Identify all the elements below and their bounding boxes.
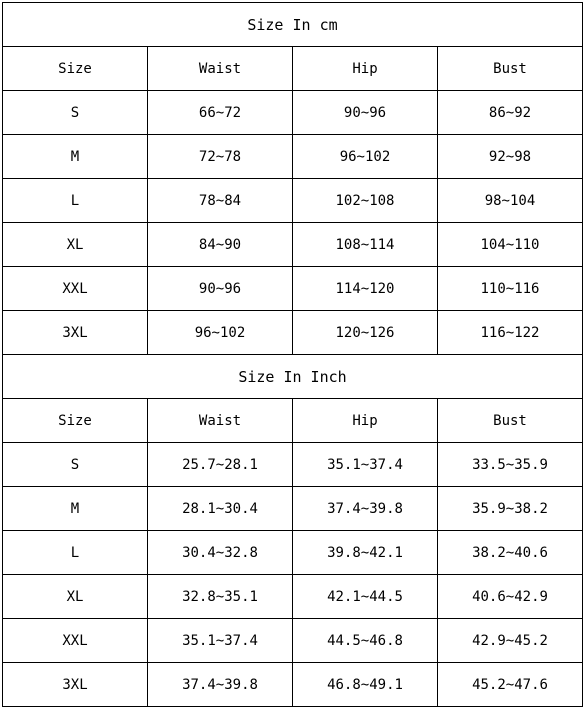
cm-section-title: Size In cm xyxy=(3,3,583,47)
cm-hip-cell: 120~126 xyxy=(293,311,438,355)
cm-header-bust: Bust xyxy=(438,47,583,91)
table-row xyxy=(3,135,583,179)
inch-title-row xyxy=(3,355,583,399)
inch-waist-cell: 35.1~37.4 xyxy=(148,619,293,663)
inch-header-waist: Waist xyxy=(148,399,293,443)
cm-waist-cell: 96~102 xyxy=(148,311,293,355)
cm-header-waist: Waist xyxy=(148,47,293,91)
inch-waist-cell: 25.7~28.1 xyxy=(148,443,293,487)
inch-size-cell: 3XL xyxy=(3,663,148,707)
cm-bust-cell: 92~98 xyxy=(438,135,583,179)
inch-hip-cell: 35.1~37.4 xyxy=(293,443,438,487)
cm-bust-cell: 86~92 xyxy=(438,91,583,135)
cm-bust-cell: 110~116 xyxy=(438,267,583,311)
inch-waist-cell: 30.4~32.8 xyxy=(148,531,293,575)
inch-bust-cell: 45.2~47.6 xyxy=(438,663,583,707)
inch-size-cell: M xyxy=(3,487,148,531)
inch-hip-cell: 46.8~49.1 xyxy=(293,663,438,707)
inch-size-cell: XL xyxy=(3,575,148,619)
inch-bust-cell: 33.5~35.9 xyxy=(438,443,583,487)
cm-bust-cell: 104~110 xyxy=(438,223,583,267)
table-row xyxy=(3,663,583,707)
table-row xyxy=(3,311,583,355)
inch-hip-cell: 39.8~42.1 xyxy=(293,531,438,575)
cm-title-row xyxy=(3,3,583,47)
table-row xyxy=(3,487,583,531)
inch-bust-cell: 40.6~42.9 xyxy=(438,575,583,619)
inch-size-cell: L xyxy=(3,531,148,575)
cm-header-row xyxy=(3,47,583,91)
table-row xyxy=(3,223,583,267)
cm-bust-cell: 116~122 xyxy=(438,311,583,355)
table-row xyxy=(3,619,583,663)
cm-size-cell: S xyxy=(3,91,148,135)
cm-size-cell: XXL xyxy=(3,267,148,311)
inch-header-hip: Hip xyxy=(293,399,438,443)
inch-hip-cell: 37.4~39.8 xyxy=(293,487,438,531)
cm-hip-cell: 102~108 xyxy=(293,179,438,223)
inch-header-bust: Bust xyxy=(438,399,583,443)
table-row xyxy=(3,267,583,311)
cm-size-cell: L xyxy=(3,179,148,223)
inch-hip-cell: 44.5~46.8 xyxy=(293,619,438,663)
inch-section-title: Size In Inch xyxy=(3,355,583,399)
cm-size-cell: 3XL xyxy=(3,311,148,355)
inch-bust-cell: 35.9~38.2 xyxy=(438,487,583,531)
cm-waist-cell: 72~78 xyxy=(148,135,293,179)
cm-bust-cell: 98~104 xyxy=(438,179,583,223)
cm-header-hip: Hip xyxy=(293,47,438,91)
table-row xyxy=(3,179,583,223)
table-row xyxy=(3,91,583,135)
inch-hip-cell: 42.1~44.5 xyxy=(293,575,438,619)
cm-hip-cell: 90~96 xyxy=(293,91,438,135)
inch-header-size: Size xyxy=(3,399,148,443)
inch-size-cell: XXL xyxy=(3,619,148,663)
inch-waist-cell: 28.1~30.4 xyxy=(148,487,293,531)
inch-bust-cell: 38.2~40.6 xyxy=(438,531,583,575)
cm-waist-cell: 66~72 xyxy=(148,91,293,135)
cm-size-cell: M xyxy=(3,135,148,179)
size-chart-table xyxy=(2,2,583,707)
cm-waist-cell: 78~84 xyxy=(148,179,293,223)
inch-waist-cell: 32.8~35.1 xyxy=(148,575,293,619)
table-row xyxy=(3,575,583,619)
table-row xyxy=(3,531,583,575)
cm-hip-cell: 96~102 xyxy=(293,135,438,179)
cm-hip-cell: 114~120 xyxy=(293,267,438,311)
cm-waist-cell: 84~90 xyxy=(148,223,293,267)
inch-size-cell: S xyxy=(3,443,148,487)
inch-waist-cell: 37.4~39.8 xyxy=(148,663,293,707)
inch-header-row xyxy=(3,399,583,443)
cm-header-size: Size xyxy=(3,47,148,91)
table-row xyxy=(3,443,583,487)
cm-size-cell: XL xyxy=(3,223,148,267)
cm-waist-cell: 90~96 xyxy=(148,267,293,311)
inch-bust-cell: 42.9~45.2 xyxy=(438,619,583,663)
cm-hip-cell: 108~114 xyxy=(293,223,438,267)
